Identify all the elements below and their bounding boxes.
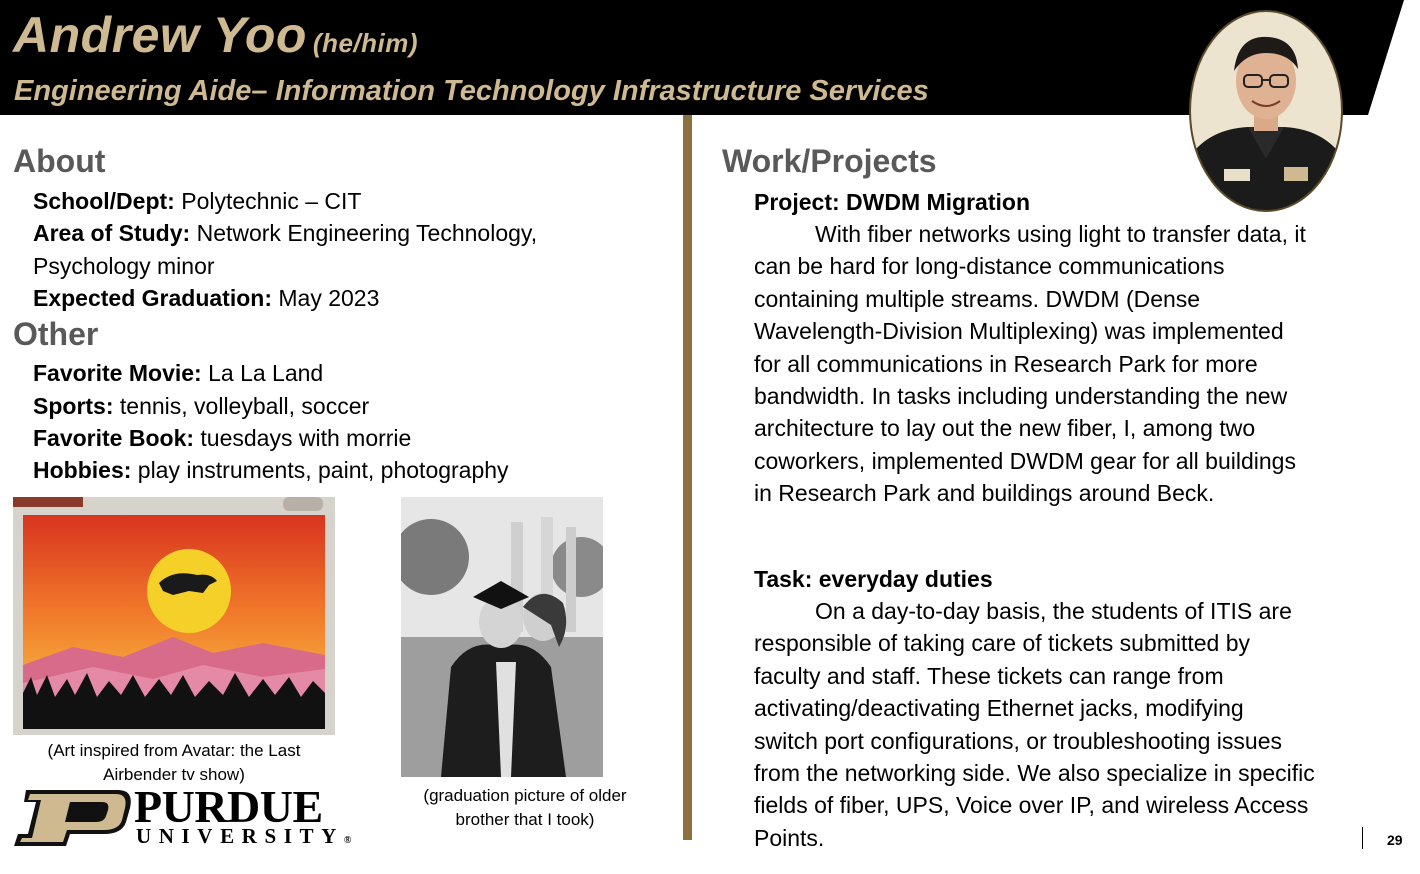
- other-heading: Other: [13, 316, 99, 352]
- task-line: switch port configurations, or troubleshooting issues: [754, 727, 1283, 754]
- project-line: can be hard for long-distance communications: [754, 253, 1225, 280]
- school-line: [33, 185, 361, 218]
- photo-caption-line-2: brother that I took): [455, 810, 595, 829]
- university-wordmark: [136, 824, 351, 849]
- pronouns: (he/him): [312, 28, 419, 58]
- project-title-text: Project: DWDM Migration: [754, 189, 1030, 215]
- project-line: coworkers, implemented DWDM gear for all buildings: [754, 447, 1296, 474]
- person-name: [13, 6, 418, 64]
- task-title: [754, 563, 993, 596]
- task-description: [754, 595, 1315, 854]
- movie-value: La La Land: [201, 360, 324, 386]
- school-value: Polytechnic – CIT: [174, 188, 362, 214]
- task-title-text: Task: everyday duties: [754, 566, 993, 592]
- about-heading: About: [13, 143, 106, 179]
- sports-label: Sports:: [33, 393, 114, 419]
- work-heading: Work/Projects: [722, 143, 937, 179]
- page-number-rule: [1362, 827, 1363, 849]
- project-line: With fiber networks using light to transfer data, it: [815, 221, 1306, 247]
- project-title: [754, 186, 1030, 219]
- task-line: fields of fiber, UPS, Voice over IP, and wireless Access: [754, 792, 1309, 819]
- project-line: containing multiple streams. DWDM (Dense: [754, 285, 1201, 312]
- photo-caption: [401, 784, 649, 832]
- book-value: tuesdays with morrie: [194, 425, 412, 451]
- sports-value: tennis, volleyball, soccer: [113, 393, 370, 419]
- area-line-2: Psychology minor: [33, 253, 215, 279]
- movie-label: Favorite Movie:: [33, 360, 202, 386]
- graduation-value: May 2023: [271, 285, 380, 311]
- school-label: School/Dept:: [33, 188, 175, 214]
- photo-caption-line-1: (graduation picture of older: [423, 786, 627, 805]
- task-line: Points.: [754, 824, 825, 851]
- name-text: Andrew Yoo: [13, 7, 307, 63]
- task-line: faculty and staff. These tickets can range from: [754, 662, 1224, 689]
- purdue-wordmark: PURDUE: [134, 781, 323, 832]
- column-divider: [683, 115, 692, 840]
- project-line: architecture to lay out the new fiber, I, among two: [754, 415, 1256, 442]
- hobbies-line: [33, 454, 509, 487]
- book-line: [33, 422, 411, 455]
- project-line: Wavelength-Division Multiplexing) was implemented: [754, 318, 1284, 345]
- task-line: On a day-to-day basis, the students of ITIS are: [815, 598, 1292, 624]
- area-label: Area of Study:: [33, 220, 191, 246]
- page-number: 29: [1387, 832, 1403, 848]
- university-text: UNIVERSITY: [136, 824, 344, 848]
- graduation-photo: [401, 497, 603, 777]
- graduation-line: [33, 282, 379, 315]
- task-line: responsible of taking care of tickets submitted by: [754, 630, 1251, 657]
- hobbies-value: play instruments, paint, photography: [131, 457, 509, 483]
- area-line: [33, 217, 537, 250]
- project-description: [754, 218, 1306, 510]
- area-value: Network Engineering Technology,: [190, 220, 538, 246]
- movie-line: [33, 357, 323, 390]
- job-title: Engineering Aide– Information Technology Infrastructure Services: [14, 75, 929, 107]
- project-line: in Research Park and buildings around Beck.: [754, 480, 1215, 507]
- book-label: Favorite Book:: [33, 425, 195, 451]
- task-line: activating/deactivating Ethernet jacks, modifying: [754, 695, 1244, 722]
- painting-caption-line-2: Airbender tv show): [103, 765, 245, 784]
- purdue-logo: [12, 781, 352, 850]
- painting-image: [13, 497, 335, 735]
- task-line: from the networking side. We also specialize in specific: [754, 760, 1315, 787]
- registered-mark: ®: [343, 835, 352, 846]
- graduation-label: Expected Graduation:: [33, 285, 272, 311]
- painting-caption-line-1: (Art inspired from Avatar: the Last: [47, 741, 301, 760]
- project-line: bandwidth. In tasks including understanding the new: [754, 383, 1288, 410]
- project-line: for all communications in Research Park for more: [754, 350, 1258, 377]
- sports-line: [33, 390, 369, 423]
- portrait-photo: [1188, 9, 1344, 213]
- hobbies-label: Hobbies:: [33, 457, 132, 483]
- purdue-p-icon: [12, 788, 132, 848]
